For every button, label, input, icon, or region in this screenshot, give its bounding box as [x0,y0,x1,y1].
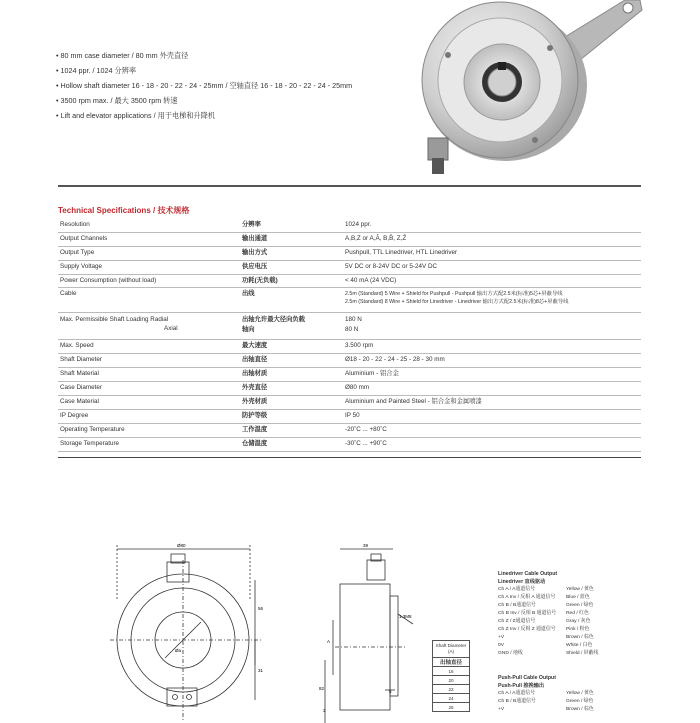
list-item: Ch B Inv / 反相 B 通道信号 Red / 红色 [498,611,589,616]
table-row: 24 [433,694,470,703]
spec-title: Technical Specifications / 技术规格 [58,206,190,215]
spec-table [58,219,641,452]
table-row: Operating Temperature 工作温度 -20˚C ... +80˚C [58,423,641,437]
list-item: 0V White / 白色 [498,643,593,648]
dim-39: 39 [363,543,369,548]
wiring-info: Linedriver Cable Output Linedriver 直线驱动 Ch A / A通道信号 Yellow / 黄色 Ch A Inv / 反相 A 通道信号 Blue / 蓝色 Ch B / B通道信号 Green / 绿色 Ch B Inv / 反相 B 通道信号 Red / 红色 Ch Z / Z通道信号 Gray / 灰色 Ch Z Inv / 反相 Z 通道信号 Pink / 粉色 +V Brown / 棕色 0V White / 白色 GND / 地线 Shield / 屏蔽线 Push-Pull Cable Output Push-Pull 推挽输出 Ch A / A通道信号 Yellow / 黄色 Ch B / B通道信号 Green / 绿色 +V Brown / 棕色 [498,570,648,714]
front-view-drawing [105,540,275,723]
list-item: Ch B / B通道信号 Green / 绿色 [498,603,594,608]
list-item: Ch Z Inv / 反相 Z 通道信号 Pink / 粉色 [498,627,590,632]
dim-a-label: A [327,639,331,644]
table-row: Power Consumption (without load) 功耗(无负载) < 40 mA (24 VDC) [58,274,641,288]
dim-da: Øa [175,648,182,653]
feature-item: • 1024 ppr. / 1024 分辨率 [56,66,137,75]
dim-31: 31 [258,668,264,673]
feature-item: • 80 mm case diameter / 80 mm 外壳直径 [56,51,189,60]
table-row: Shaft Material 出轴材质 Aluminium - 铝合金 [58,368,641,382]
table-row: Resolution 分辨率 1024 ppr. [58,219,641,232]
feature-list [56,48,352,123]
list-item: GND / 地线 Shield / 屏蔽线 [498,651,599,656]
dim-56: 56 [258,606,264,611]
table-row: Max. Speed 最大速度 3.500 rpm [58,340,641,354]
table-row: IP Degree 防护等级 IP 50 [58,409,641,423]
list-item: Ch B / B通道信号 Green / 绿色 [498,699,594,704]
encoder-product-image [410,0,650,175]
shaft-diameter-table: Shaft Diameter (A) 出轴直径 16 20 22 24 25 [432,640,470,712]
dim-d80: Ø80 [177,543,186,548]
side-view-drawing [305,540,420,723]
table-row: Case Diameter 外壳直径 Ø80 mm [58,382,641,396]
table-row: 20 [433,676,470,685]
table-row: Supply Voltage 供应电压 5V DC or 8-24V DC or 5-24V DC [58,260,641,274]
dim-82: 82 [319,686,325,691]
table-row: Storage Temperature 仓储温度 -30˚C ... +90˚C [58,437,641,451]
section-divider [58,457,641,458]
table-row: 22 [433,685,470,694]
list-item: Ch A / A通道信号 Yellow / 黄色 [498,691,594,696]
table-row: Shaft Diameter 出轴直径 Ø18 - 20 - 22 - 24 - 25 - 28 - 30 mm [58,354,641,368]
dim-5: 5 [389,689,392,694]
table-row: 16 [433,667,470,676]
list-item: +V Brown / 棕色 [498,707,594,712]
feature-item: • Hollow shaft diameter 16 - 18 - 20 - 22 - 24 - 25mm / 空轴直径 16 - 18 - 20 - 22 - 24 - 25mm [56,81,353,90]
feature-item: • 3500 rpm max. / 最大 3500 rpm 转速 [56,96,178,105]
dim-angle: 1.3M8 [399,614,412,619]
feature-item: • Lift and elevator applications / 用于电梯和升降机 [56,111,216,120]
table-row: Output Type 输出方式 Pushpull, TTL Linedriver, HTL Linedriver [58,246,641,260]
list-item: Ch A Inv / 反相 A 通道信号 Blue / 蓝色 [498,595,590,600]
dim-3: 3 [323,708,326,713]
section-divider [58,185,641,187]
table-row: 25 [433,703,470,712]
table-row: Max. Permissible Shaft Loading Radial Axial 出轴允许最大径向负载 轴向 180 N 80 N [58,313,641,340]
table-row: Cable 出线 2.5m (Standard) 5 Wire + Shield for Pushpull - Pushpull 输出方式配2.5米(标准)5芯+屏蔽导线 2.5m (Standard) 8 Wire + Shield for Linedriver - Linedriver 输出方式配2.5米(标准)8芯+屏蔽导线 [58,288,641,313]
table-row: Case Material 外壳材质 Aluminium and Painted Steel - 铝合金和金属喷漆 [58,396,641,410]
list-item: +V Brown / 棕色 [498,635,594,640]
list-item: Ch Z / Z通道信号 Gray / 灰色 [498,619,591,624]
table-row: Output Channels 输出通道 A,B,Z or A,Ā, B,B̄, Z,Z̄ [58,232,641,246]
list-item: Ch A / A通道信号 Yellow / 黄色 [498,587,594,592]
